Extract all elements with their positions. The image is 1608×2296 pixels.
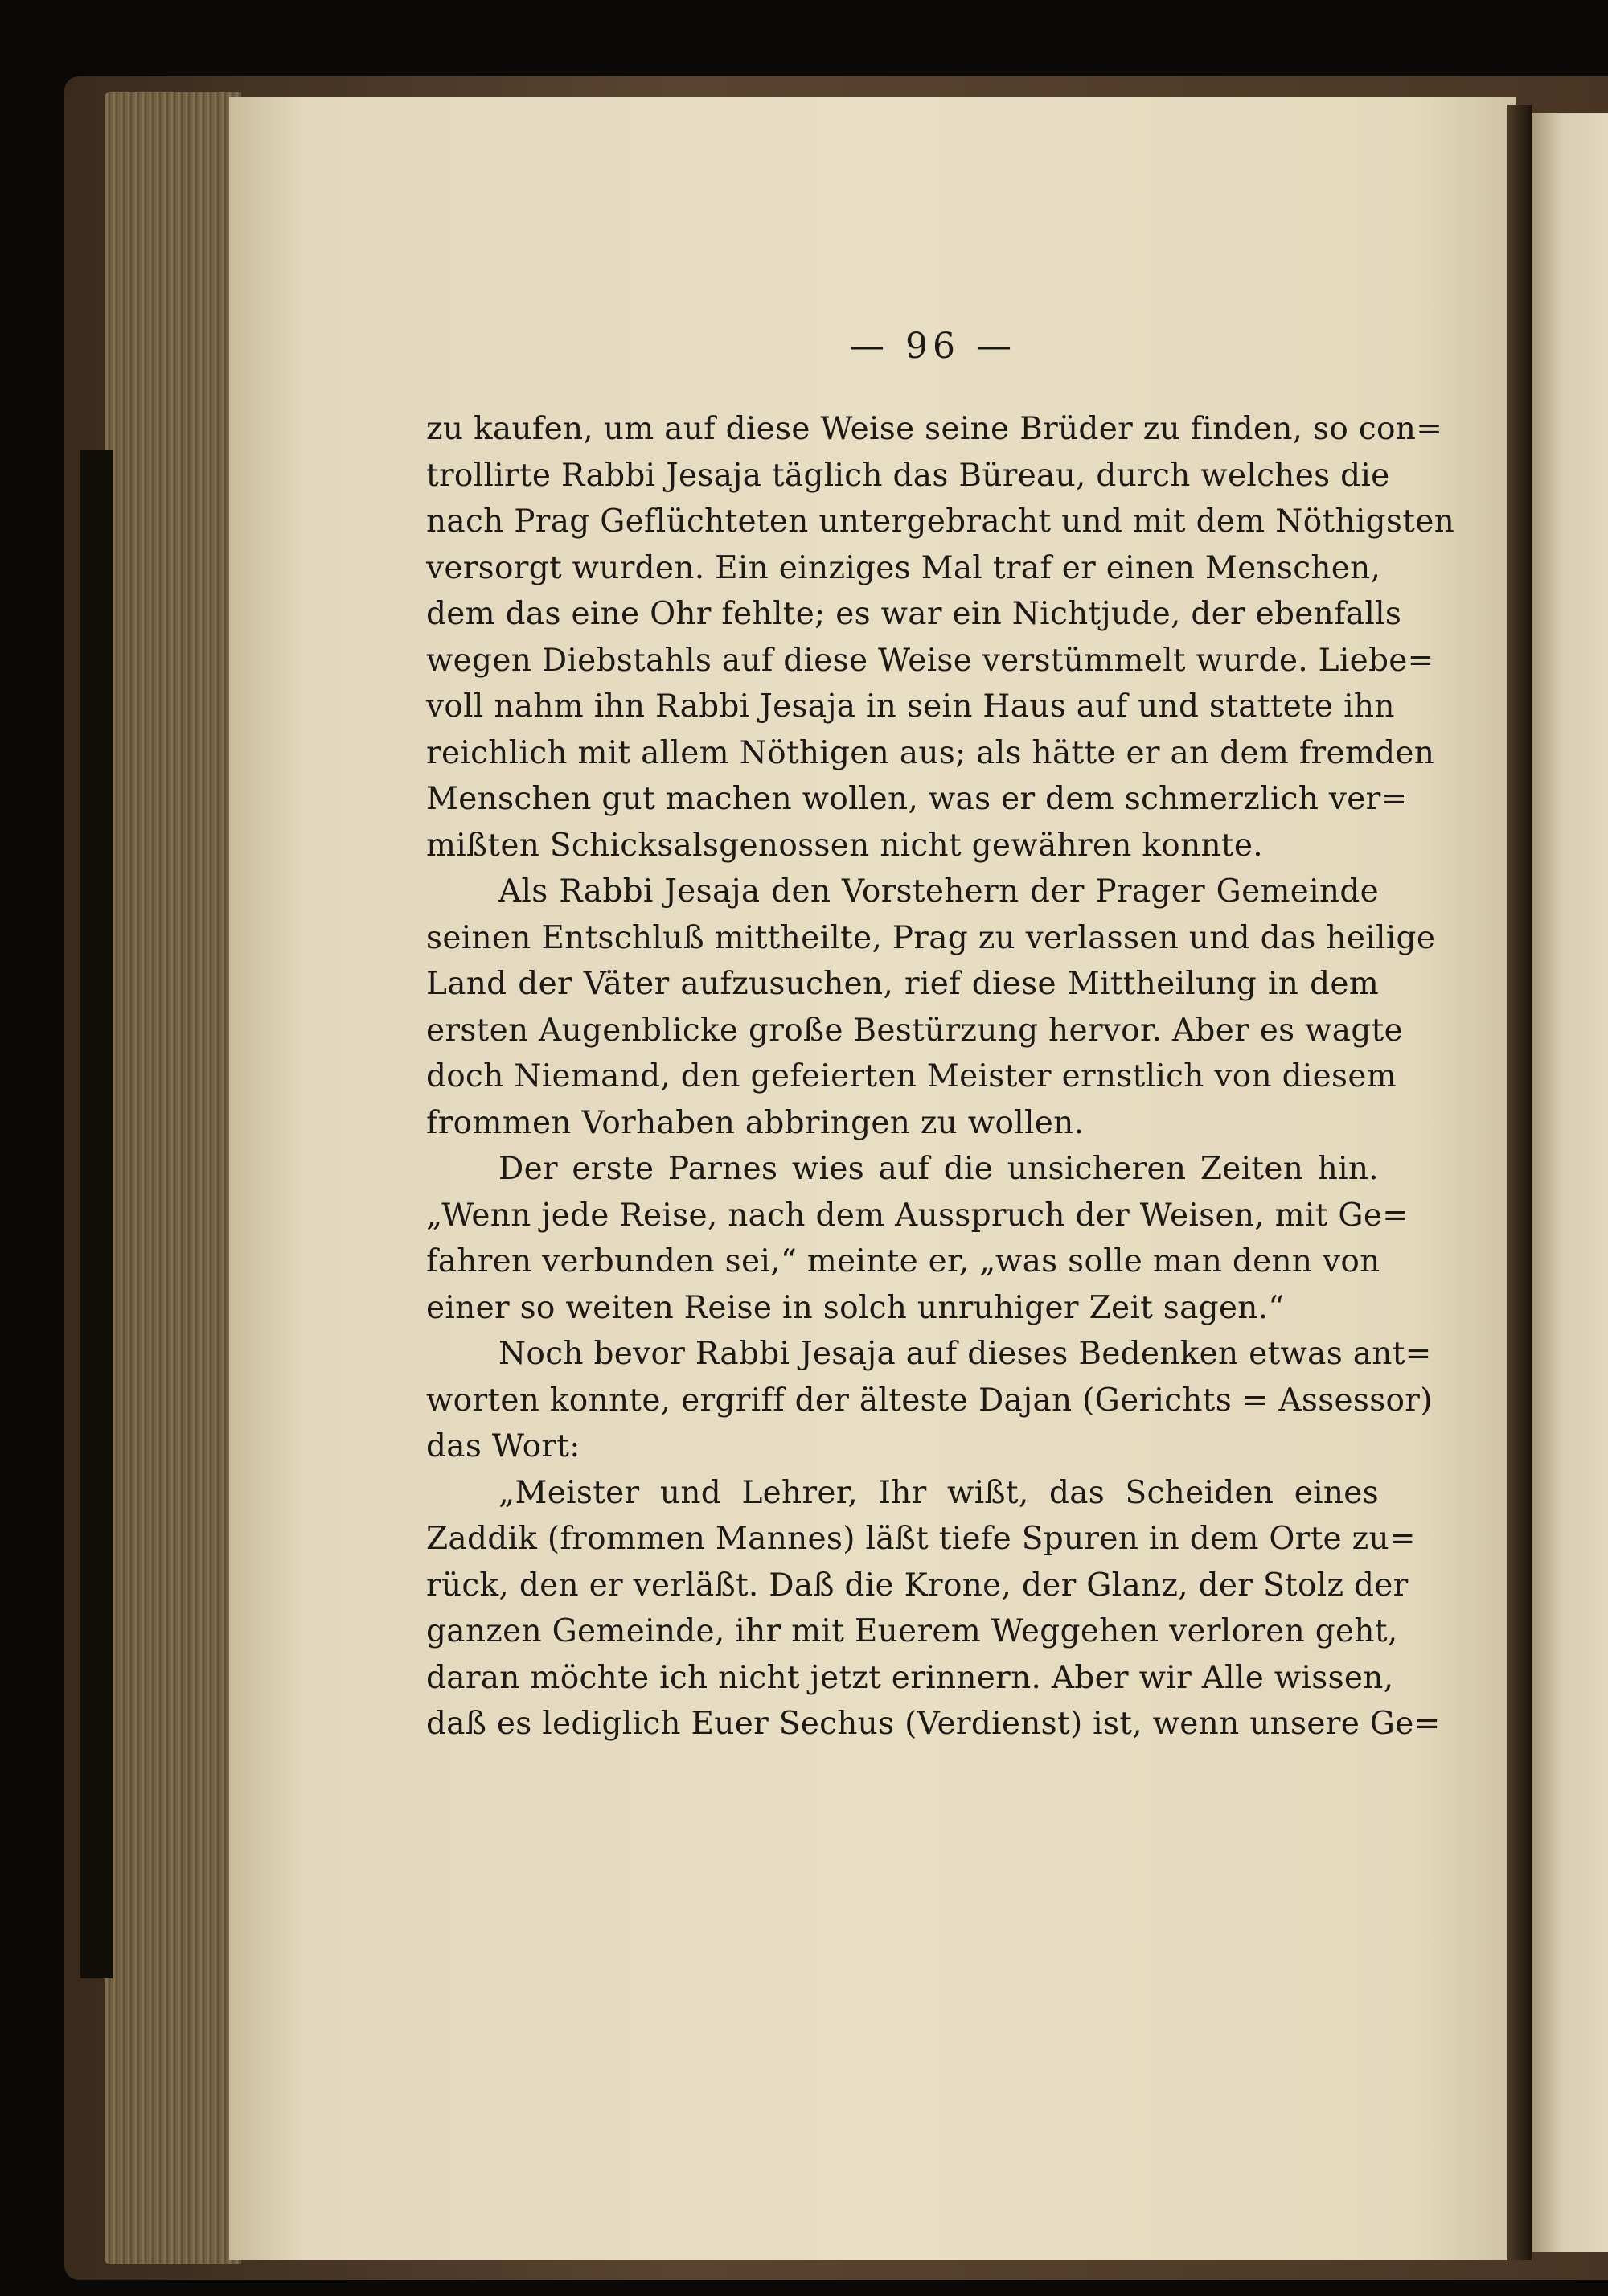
binding-shadow xyxy=(80,450,113,1978)
text-line: worten konnte, ergriff der älteste Dajan (Gerichts = Assessor) xyxy=(426,1382,1433,1419)
text-line: zu kaufen, um auf diese Weise seine Brüder zu finden, so con= xyxy=(426,411,1443,447)
text-line: daß es lediglich Euer Sechus (Verdienst) ist, wenn unsere Ge= xyxy=(426,1706,1441,1742)
text-line: mißten Schicksalsgenossen nicht gewähren konnte. xyxy=(426,827,1263,864)
text-line: Land der Väter aufzusuchen, rief diese Mittheilung in dem xyxy=(426,966,1379,1002)
text-line: dem das eine Ohr fehlte; es war ein Nichtjude, der ebenfalls xyxy=(426,596,1402,632)
text-line: Noch bevor Rabbi Jesaja auf dieses Bedenken etwas ant= xyxy=(498,1336,1432,1372)
facing-page xyxy=(1532,113,1608,2252)
text-line: voll nahm ihn Rabbi Jesaja in sein Haus auf und stattete ihn xyxy=(426,688,1395,725)
page-number: — 96 — xyxy=(849,326,1016,367)
text-line: „Wenn jede Reise, nach dem Ausspruch der Weisen, mit Ge= xyxy=(426,1197,1409,1234)
text-line: „Meister und Lehrer, Ihr wißt, das Scheiden eines xyxy=(498,1474,1379,1511)
text-line: nach Prag Geflüchteten untergebracht und mit dem Nöthigsten xyxy=(426,503,1454,540)
text-line: seinen Entschluß mittheilte, Prag zu verlassen und das heilige xyxy=(426,919,1436,956)
text-line: doch Niemand, den gefeierten Meister ernstlich von diesem xyxy=(426,1058,1397,1095)
text-line: versorgt wurden. Ein einziges Mal traf er einen Menschen, xyxy=(426,549,1381,586)
text-line: fahren verbunden sei,“ meinte er, „was solle man denn von xyxy=(426,1243,1380,1279)
text-body xyxy=(426,406,1454,1748)
text-line: daran möchte ich nicht jetzt erinnern. Aber wir Alle wissen, xyxy=(426,1659,1394,1696)
text-line: frommen Vorhaben abbringen zu wollen. xyxy=(426,1104,1085,1141)
text-line: wegen Diebstahls auf diese Weise verstümmelt wurde. Liebe= xyxy=(426,642,1434,679)
text-line: Der erste Parnes wies auf die unsicheren Zeiten hin. xyxy=(498,1151,1379,1187)
text-line: trollirte Rabbi Jesaja täglich das Büreau, durch welches die xyxy=(426,457,1390,494)
text-line: das Wort: xyxy=(426,1428,580,1464)
text-line: reichlich mit allem Nöthigen aus; als hätte er an dem fremden xyxy=(426,734,1435,771)
text-line: einer so weiten Reise in solch unruhiger Zeit sagen.“ xyxy=(426,1289,1285,1326)
text-line: ganzen Gemeinde, ihr mit Euerem Weggehen verloren geht, xyxy=(426,1613,1398,1649)
text-line: Menschen gut machen wollen, was er dem schmerzlich ver= xyxy=(426,781,1408,817)
gutter xyxy=(1508,105,1532,2260)
text-line: ersten Augenblicke große Bestürzung hervor. Aber es wagte xyxy=(426,1012,1403,1049)
text-line: Als Rabbi Jesaja den Vorstehern der Prager Gemeinde xyxy=(498,873,1379,910)
text-line: rück, den er verläßt. Daß die Krone, der Glanz, der Stolz der xyxy=(426,1567,1409,1604)
text-line: Zaddik (frommen Mannes) läßt tiefe Spuren in dem Orte zu= xyxy=(426,1521,1416,1557)
page-edges xyxy=(105,92,241,2264)
